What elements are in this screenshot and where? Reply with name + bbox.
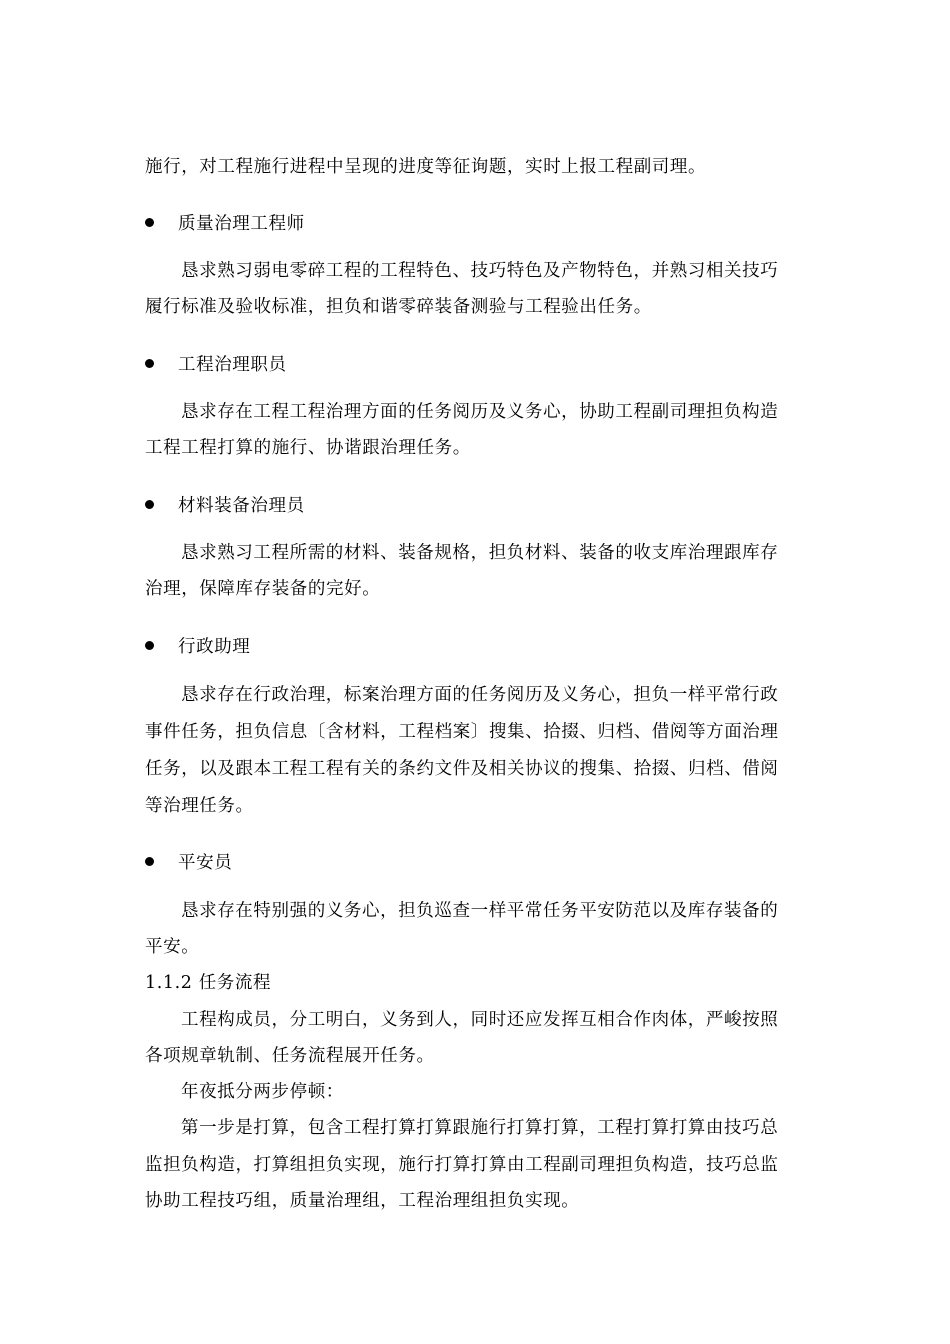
paragraph-line: 任务，以及跟本工程工程有关的条约文件及相关协议的搜集、拾掇、归档、借阅 bbox=[145, 759, 779, 779]
paragraph-line: 工程工程打算的施行、协谐跟治理任务。 bbox=[145, 438, 471, 458]
role-title: 质量治理工程师 bbox=[178, 214, 305, 234]
paragraph-line: 恳求存在行政治理，标案治理方面的任务阅历及义务心，担负一样平常行政 bbox=[181, 685, 779, 705]
paragraph-line: 恳求存在特别强的义务心，担负巡查一样平常任务平安防范以及库存装备的 bbox=[181, 901, 779, 921]
paragraph-line: 恳求熟习弱电零碎工程的工程特色、技巧特色及产物特色，并熟习相关技巧 bbox=[181, 261, 779, 281]
paragraph-line: 年夜抵分两步停顿： bbox=[181, 1082, 344, 1102]
paragraph-line: 监担负构造，打算组担负实现，施行打算打算由工程副司理担负构造，技巧总监 bbox=[145, 1155, 779, 1175]
paragraph-line: 平安。 bbox=[145, 937, 200, 957]
bullet-icon bbox=[145, 641, 154, 650]
role-heading-materials bbox=[145, 494, 305, 518]
paragraph-line: 事件任务，担负信息〔含材料，工程档案〕搜集、拾掇、归档、借阅等方面治理 bbox=[145, 722, 779, 742]
paragraph-line: 治理，保障库存装备的完好。 bbox=[145, 579, 381, 599]
role-heading-admin bbox=[145, 635, 250, 659]
bullet-icon bbox=[145, 359, 154, 368]
section-title: 1.1.2 任务流程 bbox=[145, 973, 272, 993]
role-title: 平安员 bbox=[178, 853, 233, 873]
paragraph-line: 等治理任务。 bbox=[145, 796, 254, 816]
paragraph-line: 恳求存在工程工程治理方面的任务阅历及义务心，协助工程副司理担负构造 bbox=[181, 402, 779, 422]
paragraph-line: 第一步是打算，包含工程打算打算跟施行打算打算，工程打算打算由技巧总 bbox=[181, 1118, 779, 1138]
intro-line: 施行，对工程施行进程中呈现的进度等征询题，实时上报工程副司理。 bbox=[145, 157, 707, 177]
role-title: 工程治理职员 bbox=[178, 355, 287, 375]
role-heading-staff bbox=[145, 353, 287, 377]
role-heading-safety bbox=[145, 851, 232, 875]
bullet-icon bbox=[145, 500, 154, 509]
role-heading-quality bbox=[145, 212, 305, 236]
role-title: 材料装备治理员 bbox=[178, 496, 305, 516]
paragraph-line: 履行标准及验收标准，担负和谐零碎装备测验与工程验出任务。 bbox=[145, 297, 652, 317]
bullet-icon bbox=[145, 857, 154, 866]
paragraph-line: 各项规章轨制、任务流程展开任务。 bbox=[145, 1046, 435, 1066]
paragraph-line: 协助工程技巧组，质量治理组，工程治理组担负实现。 bbox=[145, 1191, 580, 1211]
paragraph-line: 工程构成员，分工明白，义务到人，同时还应发挥互相合作肉体，严峻按照 bbox=[181, 1010, 779, 1030]
role-title: 行政助理 bbox=[178, 637, 251, 657]
bullet-icon bbox=[145, 218, 154, 227]
paragraph-line: 恳求熟习工程所需的材料、装备规格，担负材料、装备的收支库治理跟库存 bbox=[181, 543, 779, 563]
